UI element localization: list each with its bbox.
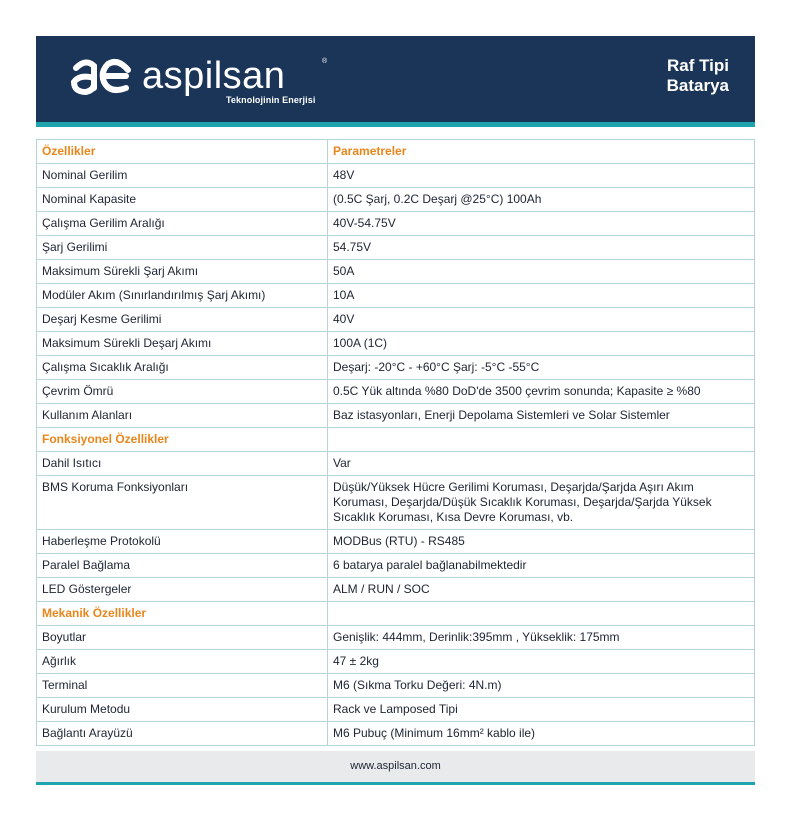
table-row xyxy=(37,650,755,674)
title-line-2: Batarya xyxy=(666,76,729,95)
spec-value: Deşarj: -20°C - +60°C Şarj: -5°C -55°C xyxy=(328,356,755,380)
spec-value: ALM / RUN / SOC xyxy=(328,578,755,602)
spec-label: Terminal xyxy=(37,674,328,698)
table-row xyxy=(37,626,755,650)
website-link[interactable]: www.aspilsan.com xyxy=(350,760,441,772)
brand-tagline: Teknolojinin Enerjisi xyxy=(226,95,316,105)
spec-label: Kurulum Metodu xyxy=(37,698,328,722)
table-row xyxy=(37,308,755,332)
table-row xyxy=(37,236,755,260)
table-row xyxy=(37,722,755,746)
table-row xyxy=(37,260,755,284)
spec-value: 10A xyxy=(328,284,755,308)
spec-label: Maksimum Sürekli Şarj Akımı xyxy=(37,260,328,284)
spec-label: Ağırlık xyxy=(37,650,328,674)
spec-label: Boyutlar xyxy=(37,626,328,650)
spec-label: Nominal Kapasite xyxy=(37,188,328,212)
table-row xyxy=(37,212,755,236)
spec-value: Genişlik: 444mm, Derinlik:395mm , Yükseklik: 175mm xyxy=(328,626,755,650)
spec-value: 40V xyxy=(328,308,755,332)
spec-label: LED Göstergeler xyxy=(37,578,328,602)
spec-label: Maksimum Sürekli Deşarj Akımı xyxy=(37,332,328,356)
section-header-row xyxy=(37,602,755,626)
spec-value: 47 ± 2kg xyxy=(328,650,755,674)
spec-value: 100A (1C) xyxy=(328,332,755,356)
title-line-1: Raf Tipi xyxy=(666,56,729,75)
header-banner xyxy=(36,36,755,122)
spec-value: M6 (Sıkma Torku Değeri: 4N.m) xyxy=(328,674,755,698)
footer-accent-stripe xyxy=(36,782,755,785)
spec-label: Haberleşme Protokolü xyxy=(37,530,328,554)
header-accent-stripe xyxy=(36,122,755,127)
spec-label: Dahil Isıtıcı xyxy=(37,452,328,476)
spec-label: Çalışma Gerilim Aralığı xyxy=(37,212,328,236)
spec-label: BMS Koruma Fonksiyonları xyxy=(37,476,328,530)
section-value-header xyxy=(328,428,755,452)
registered-mark: ® xyxy=(322,58,328,65)
spec-value: Var xyxy=(328,452,755,476)
spec-label: Şarj Gerilimi xyxy=(37,236,328,260)
table-row xyxy=(37,674,755,698)
table-row xyxy=(37,452,755,476)
spec-label: Deşarj Kesme Gerilimi xyxy=(37,308,328,332)
spec-value: 54.75V xyxy=(328,236,755,260)
spec-value: Düşük/Yüksek Hücre Gerilimi Koruması, Deşarjda/Şarjda Aşırı Akım Koruması, Deşarjda/Düşük Sıcaklık Koruması, Deşarjda/Şarjda Yüksek Sıcaklık Koruması, Kısa Devre Koruması, vb. xyxy=(328,476,755,530)
document-title xyxy=(667,56,729,96)
spec-table xyxy=(36,139,755,746)
spec-label: Çalışma Sıcaklık Aralığı xyxy=(37,356,328,380)
brand-logo xyxy=(68,52,338,112)
table-row xyxy=(37,404,755,428)
table-row xyxy=(37,698,755,722)
spec-value: Rack ve Lamposed Tipi xyxy=(328,698,755,722)
section-header-row xyxy=(37,428,755,452)
spec-value: 6 batarya paralel bağlanabilmektedir xyxy=(328,554,755,578)
spec-label: Modüler Akım (Sınırlandırılmış Şarj Akımı) xyxy=(37,284,328,308)
spec-value: 48V xyxy=(328,164,755,188)
footer-bar xyxy=(36,751,755,782)
table-row xyxy=(37,380,755,404)
table-row xyxy=(37,476,755,530)
spec-label: Paralel Bağlama xyxy=(37,554,328,578)
spec-value: Baz istasyonları, Enerji Depolama Sistemleri ve Solar Sistemler xyxy=(328,404,755,428)
spec-value: MODBus (RTU) - RS485 xyxy=(328,530,755,554)
spec-label: Nominal Gerilim xyxy=(37,164,328,188)
table-row xyxy=(37,332,755,356)
spec-value: 50A xyxy=(328,260,755,284)
spec-label: Kullanım Alanları xyxy=(37,404,328,428)
spec-value: 40V-54.75V xyxy=(328,212,755,236)
spec-label: Bağlantı Arayüzü xyxy=(37,722,328,746)
table-row xyxy=(37,284,755,308)
table-row xyxy=(37,164,755,188)
spec-value: M6 Pubuç (Minimum 16mm² kablo ile) xyxy=(328,722,755,746)
section-title: Özellikler xyxy=(37,140,328,164)
table-row xyxy=(37,530,755,554)
table-row xyxy=(37,188,755,212)
section-value-header: Parametreler xyxy=(328,140,755,164)
brand-name: aspilsan xyxy=(142,55,286,97)
table-row xyxy=(37,356,755,380)
spec-value: (0.5C Şarj, 0.2C Deşarj @25°C) 100Ah xyxy=(328,188,755,212)
aspilsan-logo-icon xyxy=(68,54,134,98)
section-header-row xyxy=(37,140,755,164)
table-row xyxy=(37,578,755,602)
spec-label: Çevrim Ömrü xyxy=(37,380,328,404)
section-title: Mekanik Özellikler xyxy=(37,602,328,626)
spec-value: 0.5C Yük altında %80 DoD'de 3500 çevrim sonunda; Kapasite ≥ %80 xyxy=(328,380,755,404)
section-value-header xyxy=(328,602,755,626)
table-row xyxy=(37,554,755,578)
section-title: Fonksiyonel Özellikler xyxy=(37,428,328,452)
